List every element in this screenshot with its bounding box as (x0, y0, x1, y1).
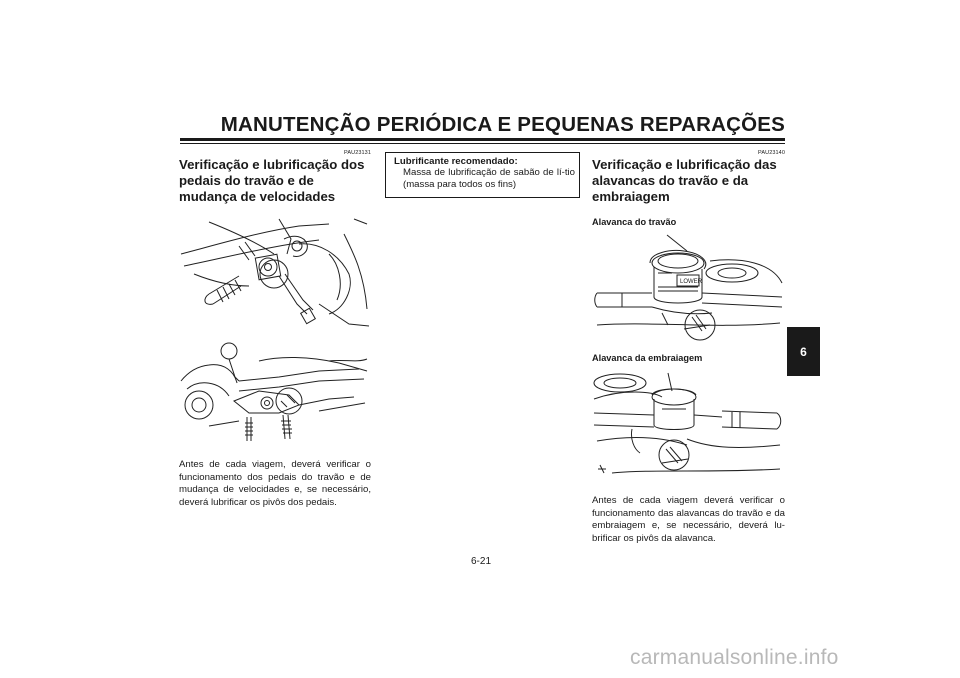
header-rule-thin (180, 143, 785, 144)
section-title-pedals: Verificação e lubrificação dos pedais do travão e de mudança de velocidades (179, 157, 365, 204)
reservoir-lower-label: LOWER (680, 279, 703, 285)
lubricant-note-box (385, 152, 580, 198)
brake-pedal-illustration (179, 214, 371, 332)
left-column (179, 150, 371, 509)
watermark: carmanualsonline.info (630, 646, 839, 669)
section-code: PAU23140 (758, 150, 785, 156)
note-text: Massa de lubrificação de sabão de lí-tio (massa para todos os fins) (403, 167, 575, 190)
header-rule (180, 138, 785, 141)
clutch-lever-illustration (592, 369, 785, 485)
pedals-body-text: Antes de cada viagem, deverá verificar o funcionamento dos pedais do travão e de mudança de velocidades e, se necessário, deverá lubrificar os pivôs dos pedais. (179, 459, 371, 508)
levers-body-text: Antes de cada viagem deverá verificar o funcionamento das alavancas do travão e da embraiagem e, se necessário, deverá lu-brificar os pivôs da alavanca. (592, 495, 785, 544)
middle-column (385, 150, 580, 198)
section-code: PAU23131 (344, 150, 371, 156)
note-title: Lubrificante recomendado: (394, 156, 518, 167)
brake-lever-illustration (592, 233, 785, 345)
right-column (592, 150, 785, 545)
chapter-tab: 6 (787, 327, 820, 376)
shift-pedal-illustration (179, 341, 371, 449)
page-header-title: MANUTENÇÃO PERIÓDICA E PEQUENAS REPARAÇÕES (220, 113, 785, 136)
page-number: 6-21 (470, 556, 491, 567)
clutch-lever-heading: Alavanca da embraiagem (592, 353, 703, 363)
section-title-levers: Verificação e lubrificação das alavancas do travão e da embraiagem (592, 157, 777, 204)
brake-lever-heading: Alavanca do travão (592, 217, 677, 227)
